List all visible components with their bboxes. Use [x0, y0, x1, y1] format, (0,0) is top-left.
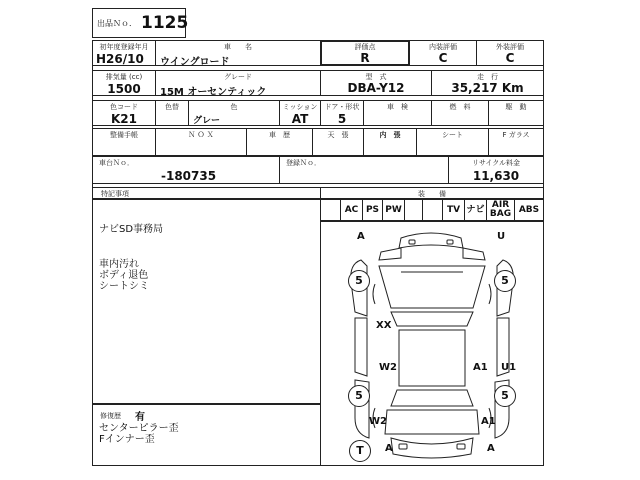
spare-tire: T — [349, 440, 371, 462]
equipment-ac: AC — [341, 200, 363, 220]
tire-rear-left: 5 — [348, 385, 370, 407]
inspection-cell — [363, 100, 432, 126]
first-registration-cell — [92, 40, 156, 66]
vehicle-history-label: 車 歴 — [269, 131, 290, 139]
grade-cell — [155, 70, 321, 96]
grade-value: 15M オーセンティック — [160, 87, 267, 98]
grade-label: グレード — [224, 73, 252, 81]
displacement-cell — [92, 70, 156, 96]
color-label: 色 — [230, 103, 238, 111]
mark-xx: XX — [376, 320, 392, 331]
remarks-label: 特記事項 — [101, 190, 129, 198]
car-name-cell — [155, 40, 321, 66]
chassis-number-value: -180735 — [161, 169, 217, 183]
mileage-value: 35,217 Km — [451, 81, 524, 95]
model-code-value: DBA-Y12 — [347, 81, 405, 95]
remark-navi: ナビSD事務局 — [99, 224, 164, 235]
lot-number-value: 1125 — [141, 13, 189, 33]
equipment-pw: PW — [383, 200, 405, 220]
first-registration-value: H26/10 — [96, 52, 144, 66]
recycle-fee-label: リサイクル料金 — [471, 159, 521, 167]
equipment-tv: TV — [443, 200, 465, 220]
nox-cell — [155, 128, 247, 156]
mark-w2-rear: W2 — [369, 416, 387, 427]
inspection-label: 車 検 — [387, 103, 408, 111]
grade-score-value: R — [360, 51, 370, 65]
color-cell — [188, 100, 280, 126]
exterior-score-label: 外装評価 — [496, 43, 524, 51]
mark-a1-mid: A1 — [473, 362, 488, 373]
interior-trim-cell — [363, 128, 417, 156]
model-code-cell — [320, 70, 432, 96]
repair-history-area — [92, 404, 321, 466]
equipment-blank-1 — [405, 200, 423, 220]
front-glass-cell — [488, 128, 544, 156]
color-code-value: K21 — [111, 112, 137, 126]
mark-front-left-a: A — [357, 231, 365, 242]
equipment-header — [320, 187, 544, 199]
fuel-label: 燃 料 — [449, 103, 471, 111]
equipment-airbag: AIR BAG — [487, 200, 515, 220]
registration-number-cell — [279, 156, 449, 184]
maintenance-book-label: 整備手帳 — [110, 131, 138, 139]
front-glass-label: F ガラス — [502, 131, 530, 139]
equipment-abs: ABS — [518, 205, 540, 215]
model-code-label: 型 式 — [365, 73, 387, 81]
repair-history-value: 有 — [135, 412, 145, 423]
grade-score-cell — [320, 40, 410, 66]
interior-score-value: C — [438, 51, 448, 65]
remarks-header — [92, 187, 321, 199]
repair-history-notes: センターピラー歪 Fインナー歪 — [99, 423, 179, 445]
car-name-label: 車 名 — [224, 43, 252, 51]
tire-front-left: 5 — [348, 270, 370, 292]
recycle-fee-value: 11,630 — [472, 169, 520, 183]
vehicle-history-cell — [246, 128, 313, 156]
exterior-score-value: C — [505, 51, 515, 65]
repair-history-label: 修復歴 — [100, 412, 121, 420]
maintenance-book-cell — [92, 128, 156, 156]
fuel-cell — [431, 100, 489, 126]
mark-a1-rear: A1 — [481, 416, 496, 427]
interior-trim-label: 内 張 — [379, 131, 401, 139]
chassis-number-label: 車台Ｎｏ． — [99, 159, 134, 167]
interior-score-cell — [409, 40, 477, 66]
door-shape-value: 5 — [337, 112, 347, 126]
displacement-value: 1500 — [107, 82, 141, 96]
mileage-label: 走 行 — [477, 73, 498, 81]
mark-w2-mid: W2 — [379, 362, 397, 373]
drive-cell — [488, 100, 544, 126]
remarks-area — [92, 199, 321, 404]
tire-rear-right: 5 — [494, 385, 516, 407]
exterior-score-cell — [476, 40, 544, 66]
door-shape-label: ドア・形状 — [324, 103, 360, 111]
mark-front-right-u: U — [497, 231, 506, 242]
chassis-number-cell — [92, 156, 280, 184]
grade-score-label: 評価点 — [354, 43, 376, 51]
lot-number-box — [92, 8, 189, 38]
car-diagram — [321, 222, 543, 465]
tire-front-right: 5 — [494, 270, 516, 292]
equipment-cell-0 — [321, 200, 341, 220]
headliner-cell — [312, 128, 364, 156]
registration-number-label: 登録Ｎｏ． — [286, 159, 321, 167]
first-registration-label: 初年度登録年月 — [99, 43, 149, 51]
transmission-value: AT — [291, 112, 309, 126]
recycle-fee-cell — [448, 156, 544, 184]
transmission-cell — [279, 100, 321, 126]
seat-cell — [416, 128, 489, 156]
color-change-cell — [155, 100, 189, 126]
car-diagram-area — [320, 221, 544, 466]
headliner-label: 天 張 — [327, 131, 349, 139]
displacement-label: 排気量 (cc) — [105, 73, 143, 81]
equipment-label: 装 備 — [418, 190, 446, 198]
mileage-cell — [431, 70, 544, 96]
color-code-cell — [92, 100, 156, 126]
lot-number-label: 出品Ｎｏ． — [97, 19, 137, 28]
drive-label: 駆 動 — [505, 103, 527, 111]
remark-condition: 車内汚れ ボディ退色 シートシミ — [99, 259, 149, 292]
seat-label: シート — [442, 131, 463, 139]
car-name-value: ウイングロード — [160, 57, 230, 68]
color-value: グレー — [193, 116, 221, 126]
equipment-navi: ナビ — [465, 200, 487, 220]
transmission-label: ミッション — [282, 103, 318, 111]
equipment-blank-2 — [423, 200, 443, 220]
door-shape-cell — [320, 100, 364, 126]
equipment-ps: PS — [363, 200, 383, 220]
mark-rear-left-a: A — [385, 443, 393, 454]
mark-rear-right-a: A — [487, 443, 495, 454]
color-code-label: 色コード — [110, 103, 138, 111]
equipment-row — [320, 199, 544, 221]
color-change-label: 色替 — [165, 103, 179, 111]
nox-label: Ｎ Ｏ Ｘ — [188, 131, 214, 139]
interior-score-label: 内装評価 — [429, 43, 457, 51]
mark-u1-mid: U1 — [501, 362, 517, 373]
